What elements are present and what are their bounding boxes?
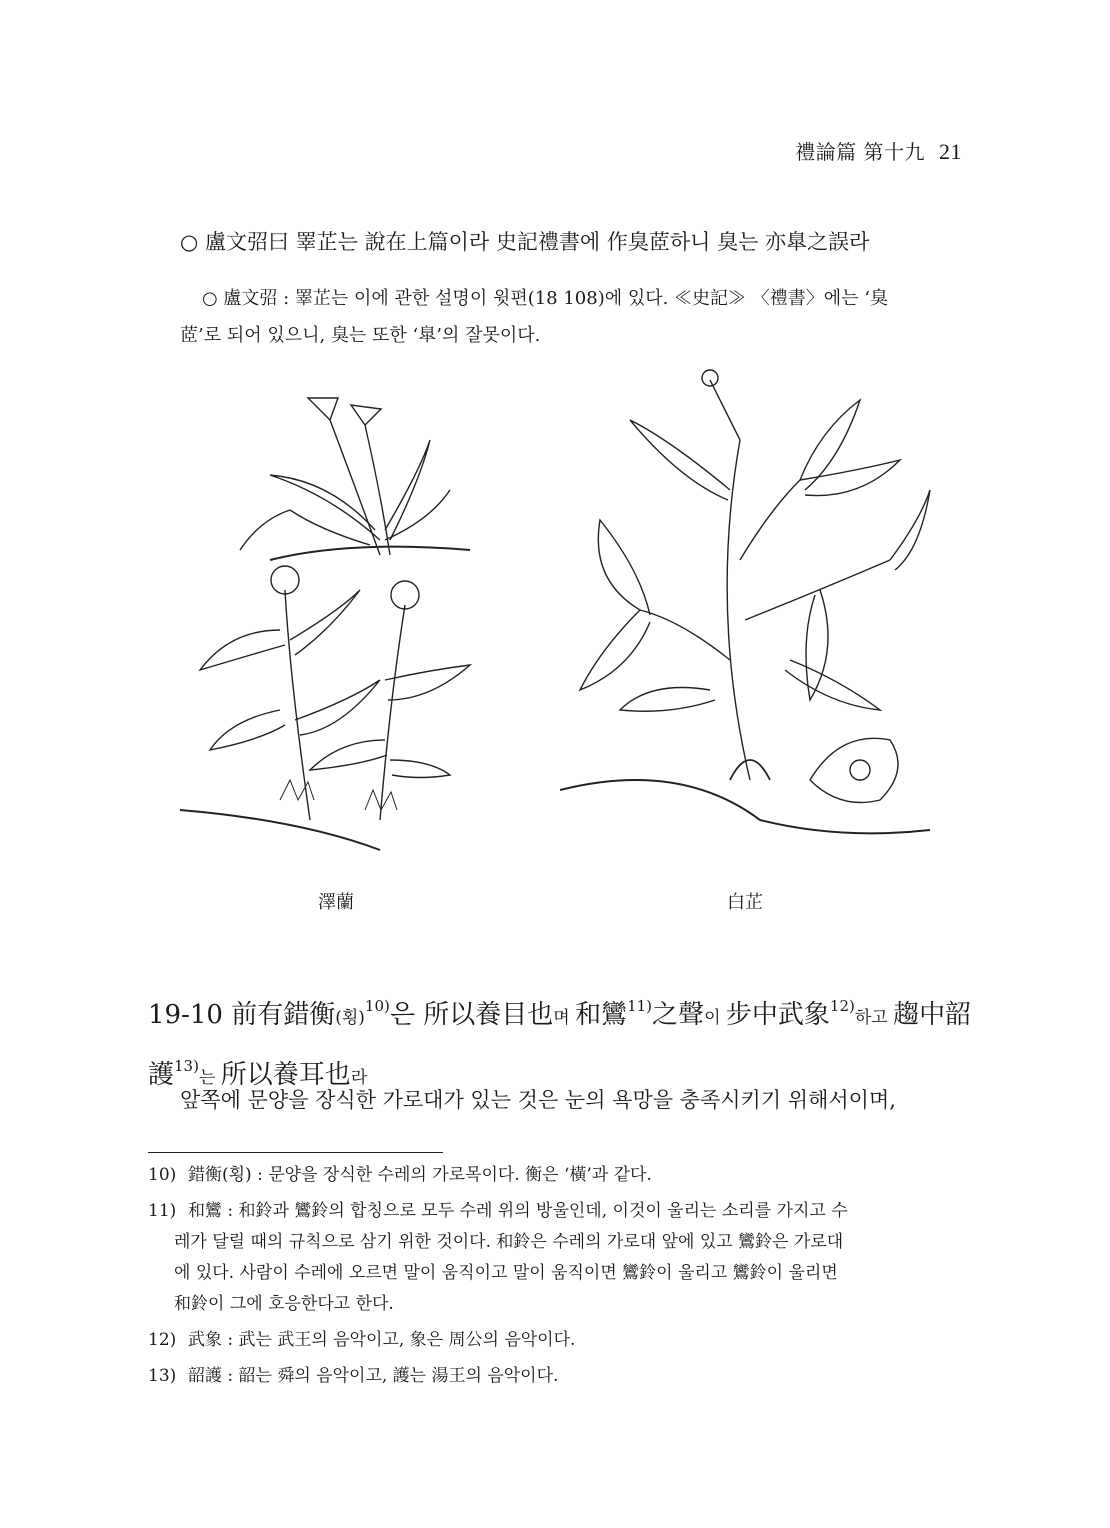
figure-caption-left: 澤蘭 — [318, 892, 354, 913]
footnote-12 — [148, 1325, 968, 1356]
commentary-translation-line-1: ○ 盧文弨 : 睪芷는 이에 관한 설명이 윗편(18 108)에 있다. ≪史記≫ 〈禮書〉에는 ‘臭 — [202, 288, 888, 309]
verse-text: 步中武象 — [725, 1000, 830, 1030]
footnote-text: 錯衡(횡) : 문양을 장식한 수레의 가로목이다. 衡은 ‘橫’과 같다. — [188, 1165, 652, 1185]
page-number: 21 — [939, 139, 962, 164]
footnotes — [148, 1160, 968, 1397]
verse-line-1 — [148, 982, 972, 1042]
verse-text: 은 所以養目也 — [389, 1000, 554, 1030]
footnote-11 — [148, 1196, 968, 1320]
header-title: 禮論篇 第十九 — [795, 140, 925, 164]
commentary-translation-line-2: 茝’로 되어 있으니, 臭는 또한 ‘臯’의 잘못이다. — [180, 325, 541, 346]
verse-particle: 며 — [553, 1008, 576, 1028]
verse-particle: 는 — [198, 1068, 221, 1088]
botanical-illustration-left — [180, 380, 500, 870]
verse-text: 趨中韶 — [893, 1000, 972, 1030]
verse-reading-note: (횡) — [335, 1008, 365, 1028]
footnote-continuation: 和鈴이 그에 호응한다고 한다. — [174, 1294, 394, 1314]
verse-text: 之聲 — [652, 1000, 705, 1030]
verse-particle: 이 — [704, 1008, 726, 1028]
footnote-number: 13) — [148, 1366, 177, 1386]
footnote-text: 和鸞 : 和鈴과 鸞鈴의 합칭으로 모두 수레 위의 방울인데, 이것이 울리는 소리를 가지고 수 — [188, 1201, 848, 1221]
footnote-number: 11) — [148, 1201, 177, 1221]
figure-caption-right: 白芷 — [727, 892, 763, 913]
verse-particle: 라 — [350, 1068, 368, 1088]
footnote-number: 12) — [148, 1330, 177, 1350]
botanical-illustration-right — [560, 360, 940, 870]
footnote-13 — [148, 1361, 968, 1392]
commentary-translation — [180, 280, 970, 354]
footnote-continuation: 에 있다. 사람이 수레에 오르면 말이 움직이고 말이 움직이면 鸞鈴이 울리고 鸞鈴이 울리면 — [174, 1263, 838, 1283]
footnote-continuation: 레가 달릴 때의 규칙으로 삼기 위한 것이다. 和鈴은 수레의 가로대 앞에 있고 鸞鈴은 가로대 — [174, 1232, 844, 1252]
verse-text: 19-10 前有錯衡 — [148, 1000, 336, 1030]
running-header — [795, 136, 962, 165]
verse-text: 和鸞 — [575, 1000, 628, 1030]
footnote-text: 武象 : 武는 武王의 음악이고, 象은 周公의 음악이다. — [188, 1330, 576, 1350]
verse-particle: 하고 — [854, 1008, 894, 1028]
footnote-ref: 10) — [364, 997, 390, 1015]
commentary-original: ○ 盧文弨曰 睪芷는 說在上篇이라 史記禮書에 作臭茝하니 臭는 亦臯之誤라 — [180, 230, 870, 254]
footnote-ref: 11) — [627, 997, 653, 1015]
verse-text: 護 — [148, 1060, 175, 1090]
verse-translation: 앞쪽에 문양을 장식한 가로대가 있는 것은 눈의 욕망을 충족시키기 위해서이며, — [180, 1088, 896, 1112]
footnote-text: 韶護 : 韶는 舜의 음악이고, 護는 湯王의 음악이다. — [188, 1366, 559, 1386]
footnote-divider — [148, 1152, 443, 1153]
footnote-ref: 12) — [829, 997, 855, 1015]
footnote-10 — [148, 1160, 968, 1191]
verse-text: 所以養耳也 — [220, 1060, 351, 1090]
footnote-number: 10) — [148, 1165, 177, 1185]
footnote-ref: 13) — [174, 1057, 199, 1075]
